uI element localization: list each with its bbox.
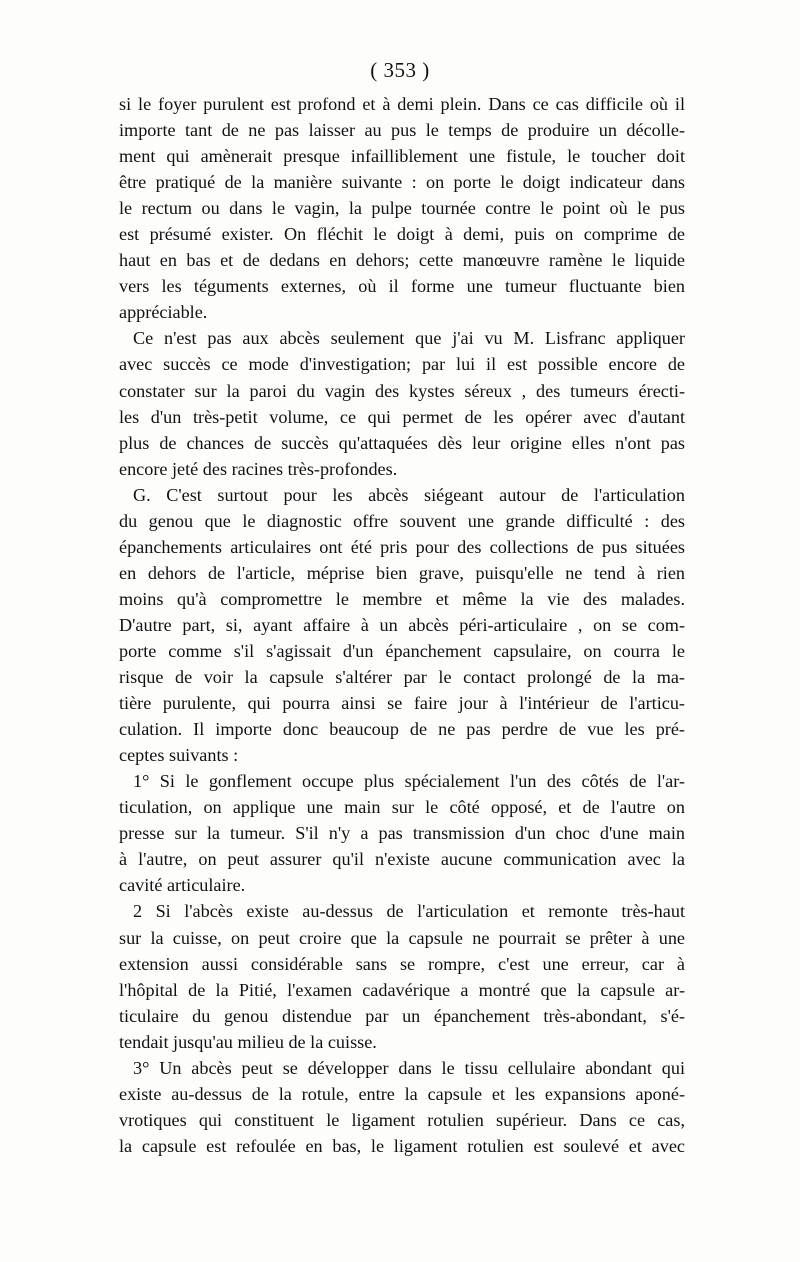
text-line: G. C'est surtout pour les abcès siégeant autour de l'articulation [133, 484, 685, 505]
text-line: existe au-dessus de la rotule, entre la capsule et les expansions aponé- [119, 1083, 685, 1104]
text-line: vrotiques qui constituent le ligament rotulien supérieur. Dans ce cas, [119, 1109, 685, 1130]
text-line: sur la cuisse, on peut croire que la capsule ne pourrait se prêter à une [119, 927, 685, 948]
body-text [119, 91, 685, 1159]
text-line: 3° Un abcès peut se développer dans le tissu cellulaire abondant qui [133, 1057, 685, 1078]
text-line: être pratiqué de la manière suivante : on porte le doigt indicateur dans [119, 172, 685, 193]
text-line: Ce n'est pas aux abcès seulement que j'ai vu M. Lisfranc appliquer [133, 328, 685, 349]
text-line: 1° Si le gonflement occupe plus spécialement l'un des côtés de l'ar- [133, 771, 685, 792]
text-line: haut en bas et de dedans en dehors; cette manœuvre ramène le liquide [119, 250, 685, 271]
text-line: moins qu'à compromettre le membre et même la vie des malades. [119, 588, 685, 609]
text-line: ticulaire du genou distendue par un épanchement très-abondant, s'é- [119, 1005, 685, 1026]
text-line: les d'un très-petit volume, ce qui permet de les opérer avec d'autant [119, 406, 685, 427]
text-line: en dehors de l'article, méprise bien grave, puisqu'elle ne tend à rien [119, 562, 685, 583]
text-line: appréciable. [119, 302, 208, 323]
text-line: D'autre part, si, ayant affaire à un abcès péri-articulaire , on se com- [119, 614, 685, 635]
text-line: risque de voir la capsule s'altérer par le contact prolongé de la ma- [119, 667, 685, 688]
text-line: encore jeté des racines très-profondes. [119, 458, 398, 479]
text-line: ceptes suivants : [119, 745, 239, 766]
text-line: est présumé exister. On fléchit le doigt à demi, puis on comprime de [119, 224, 685, 245]
text-line: à l'autre, on peut assurer qu'il n'existe aucune communication avec la [119, 849, 685, 870]
text-line: tendait jusqu'au milieu de la cuisse. [119, 1031, 377, 1052]
text-line: plus de chances de succès qu'attaquées dès leur origine elles n'ont pas [119, 432, 685, 453]
text-line: épanchements articulaires ont été pris pour des collections de pus situées [119, 536, 685, 557]
text-line: la capsule est refoulée en bas, le ligament rotulien est soulevé et avec [119, 1135, 685, 1156]
text-line: ment qui amènerait presque infailliblement une fistule, le toucher doit [119, 146, 685, 167]
text-line: importe tant de ne pas laisser au pus le temps de produire un décolle- [119, 120, 685, 141]
text-line: 2 Si l'abcès existe au-dessus de l'articulation et remonte très-haut [133, 901, 685, 922]
text-line: porte comme s'il s'agissait d'un épanchement capsulaire, on courra le [119, 640, 685, 661]
text-line: extension aussi considérable sans se rompre, c'est une erreur, car à [119, 953, 685, 974]
text-line: cavité articulaire. [119, 875, 246, 896]
text-line: si le foyer purulent est profond et à demi plein. Dans ce cas difficile où il [119, 94, 685, 114]
text-line: l'hôpital de la Pitié, l'examen cadavérique a montré que la capsule ar- [119, 979, 685, 1000]
text-line: vers les téguments externes, où il forme une tumeur fluctuante bien [119, 276, 685, 297]
text-line: avec succès ce mode d'investigation; par lui il est possible encore de [119, 354, 685, 375]
text-line: culation. Il importe donc beaucoup de ne pas perdre de vue les pré- [119, 719, 685, 740]
text-line: le rectum ou dans le vagin, la pulpe tournée contre le point où le pus [119, 198, 685, 219]
text-line: presse sur la tumeur. S'il n'y a pas transmission d'un choc d'une main [119, 823, 685, 844]
text-line: ticulation, on applique une main sur le côté opposé, et de l'autre on [119, 797, 685, 818]
text-line: constater sur la paroi du vagin des kystes séreux , des tumeurs érecti- [119, 380, 685, 401]
text-line: du genou que le diagnostic offre souvent une grande difficulté : des [119, 510, 685, 531]
text-line: tière purulente, qui pourra ainsi se faire jour à l'intérieur de l'articu- [119, 693, 685, 714]
page-number: ( 353 ) [370, 58, 430, 82]
